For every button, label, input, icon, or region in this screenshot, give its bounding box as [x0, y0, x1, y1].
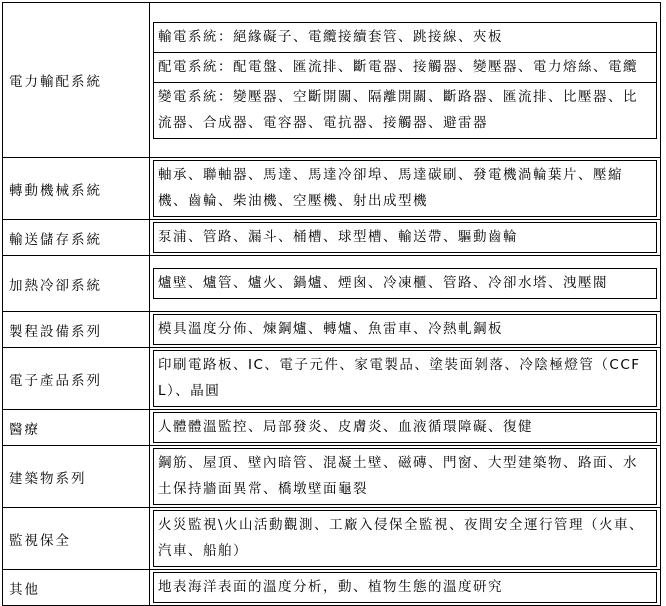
item-text: 爐壁、爐管、爐火、鍋爐、煙囪、冷凍櫃、管路、冷卻水塔、洩壓閥 [154, 269, 657, 299]
category-cell: 電力輸配系統 [3, 3, 150, 158]
category-cell: 電子產品系列 [3, 348, 150, 410]
item-text: 人體體溫監控、局部發炎、皮膚炎、血液循環障礙、復健 [154, 413, 657, 443]
category-cell: 製程設備系列 [3, 312, 150, 348]
items-cell [150, 312, 661, 348]
table-row [3, 410, 661, 446]
category-cell: 醫療 [3, 410, 150, 446]
item-text: 印刷電路板、IC、電子元件、家電製品、塗裝面剝落、冷陰極燈管（CCFL）、晶圓 [154, 351, 657, 407]
category-cell: 輸送儲存系統 [3, 220, 150, 256]
table-row [3, 312, 661, 348]
category-cell: 轉動機械系統 [3, 158, 150, 220]
items-cell [150, 570, 661, 606]
item-text: 模具溫度分佈、煉鋼爐、轉爐、魚雷車、冷熱軋鋼板 [154, 315, 657, 345]
table-row [3, 348, 661, 410]
items-cell [150, 3, 661, 158]
items-cell [150, 256, 661, 312]
application-table [2, 2, 661, 606]
category-cell: 其他 [3, 570, 150, 606]
category-cell: 加熱冷卻系統 [3, 256, 150, 312]
table-row [3, 508, 661, 570]
item-text: 輸電系統：絕緣礙子、電纜接續套管、跳接線、夾板 [154, 22, 657, 52]
category-cell: 監視保全 [3, 508, 150, 570]
category-cell: 建築物系列 [3, 446, 150, 508]
items-cell [150, 158, 661, 220]
items-cell [150, 410, 661, 446]
table-row [3, 446, 661, 508]
table-row [3, 570, 661, 606]
table-row [3, 256, 661, 312]
item-text: 軸承、聯軸器、馬達、馬達冷卻埠、馬達碳刷、發電機渦輪葉片、壓縮機、齒輪、柴油機、空壓機、射出成型機 [154, 161, 657, 217]
item-text: 泵浦、管路、漏斗、桶槽、球型槽、輸送帶、驅動齒輪 [154, 223, 657, 253]
table-row [3, 158, 661, 220]
item-text: 配電系統：配電盤、匯流排、斷電器、接觸器、變壓器、電力熔絲、電纜 [154, 52, 657, 82]
table-row [3, 3, 661, 158]
table-row [3, 220, 661, 256]
items-cell [150, 220, 661, 256]
item-text: 地表海洋表面的溫度分析，動、植物生態的溫度研究 [154, 573, 657, 603]
items-cell [150, 508, 661, 570]
items-cell [150, 348, 661, 410]
items-cell [150, 446, 661, 508]
item-text: 變電系統：變壓器、空斷開關、隔離開關、斷路器、匯流排、比壓器、比流器、合成器、電容器、電抗器、接觸器、避雷器 [154, 82, 657, 138]
subsystem-table [153, 22, 657, 139]
item-text: 火災監視\火山活動觀測、工廠入侵保全監視、夜間安全運行管理（火車、汽車、船舶） [154, 511, 657, 567]
item-text: 鋼筋、屋頂、壁內暗管、混凝土壁、磁磚、門窗、大型建築物、路面、水土保持牆面異常、橋墩壁面龜裂 [154, 449, 657, 505]
